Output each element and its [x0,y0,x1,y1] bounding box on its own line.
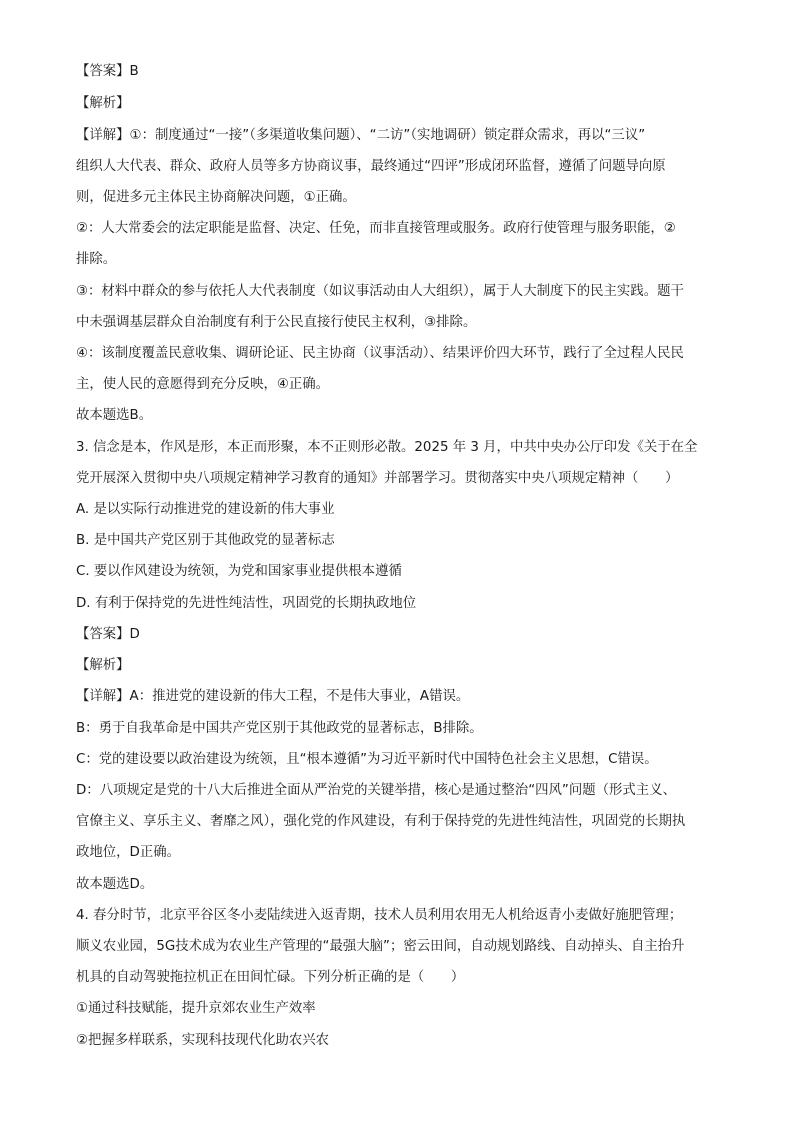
q4-stem: 机具的自动驾驶拖拉机正在田间忙碌。下列分析正确的是（ ） [76,970,465,985]
q3-stem: 3. 信念是本，作风是形，本正而形聚，本不正则形必散。2025 年 3 月，中共中央办公厅印发《关于在全 [76,440,698,455]
q2-analysis-line: 则，促进多元主体民主协商解决问题，①正确。 [76,190,356,205]
q3-analysis-line: 【详解】A：推进党的建设新的伟大工程，不是伟大事业，A错误。 [76,689,470,704]
q3-option-d: D. 有利于保持党的先进性纯洁性，巩固党的长期执政地位 [76,596,417,611]
q4-stem: 4. 春分时节，北京平谷区冬小麦陆续进入返青期，技术人员利用农用无人机给返青小麦做好施肥管理； [76,908,683,923]
q3-stem: 党开展深入贯彻中央八项规定精神学习教育的通知》并部署学习。贯彻落实中央八项规定精神（ ） [76,471,679,486]
q2-analysis-line: ③：材料中群众的参与依托人大代表制度（如议事活动由人大组织），属于人大制度下的民主实践。题干 [76,284,684,299]
q2-analysis-line: 【详解】①：制度通过“一接”（多渠道收集问题）、“二访”（实地调研）锁定群众需求，再以“三议” [76,128,646,143]
q3-analysis-line: 官僚主义、享乐主义、奢靡之风），强化党的作风建设，有利于保持党的先进性纯洁性，巩固党的长期执 [76,814,686,829]
q3-analysis-line: B：勇于自我革命是中国共产党区别于其他政党的显著标志，B排除。 [76,721,483,736]
q3-option-c: C. 要以作风建设为统领，为党和国家事业提供根本遵循 [76,564,402,579]
q4-option-1: ①通过科技赋能，提升京郊农业生产效率 [76,1001,316,1016]
q2-analysis-line: 主，使人民的意愿得到充分反映，④正确。 [76,377,330,392]
q2-analysis-line: ④：该制度覆盖民意收集、调研论证、民主协商（议事活动）、结果评价四大环节，践行了全过程人民民 [76,346,684,361]
q3-option-b: B. 是中国共产党区别于其他政党的显著标志 [76,533,335,548]
q3-answer: 【答案】D [76,627,140,642]
q2-answer: 【答案】B [76,64,139,79]
q2-analysis-line: 组织人大代表、群众、政府人员等多方协商议事，最终通过“四评”形成闭环监督，遵循了问题导向原 [76,159,666,174]
q3-analysis-line: D：八项规定是党的十八大后推进全面从严治党的关键举措，核心是通过整治“四风”问题（形式主义、 [76,783,676,798]
q2-analysis-heading: 【解析】 [76,96,130,111]
q3-analysis-line: 政地位，D正确。 [76,845,181,860]
q4-option-2: ②把握多样联系，实现科技现代化助农兴农 [76,1033,330,1048]
q3-analysis-heading: 【解析】 [76,658,130,673]
q2-analysis-line: 排除。 [76,252,117,267]
q2-analysis-line: 中未强调基层群众自治制度有利于公民直接行使民主权利，③排除。 [76,315,477,330]
q2-conclusion: 故本题选B。 [76,408,153,423]
q4-stem: 顺义农业园，5G技术成为农业生产管理的“最强大脑”；密云田间，自动规划路线、自动掉头、自主抬升 [76,939,685,954]
q3-analysis-line: C：党的建设要以政治建设为统领，且“根本遵循”为习近平新时代中国特色社会主义思想，C错误。 [76,752,658,767]
q3-conclusion: 故本题选D。 [76,877,154,892]
q2-analysis-line: ②：人大常委会的法定职能是监督、决定、任免，而非直接管理或服务。政府行使管理与服务职能，② [76,221,676,236]
q3-option-a: A. 是以实际行动推进党的建设新的伟大事业 [76,502,335,517]
